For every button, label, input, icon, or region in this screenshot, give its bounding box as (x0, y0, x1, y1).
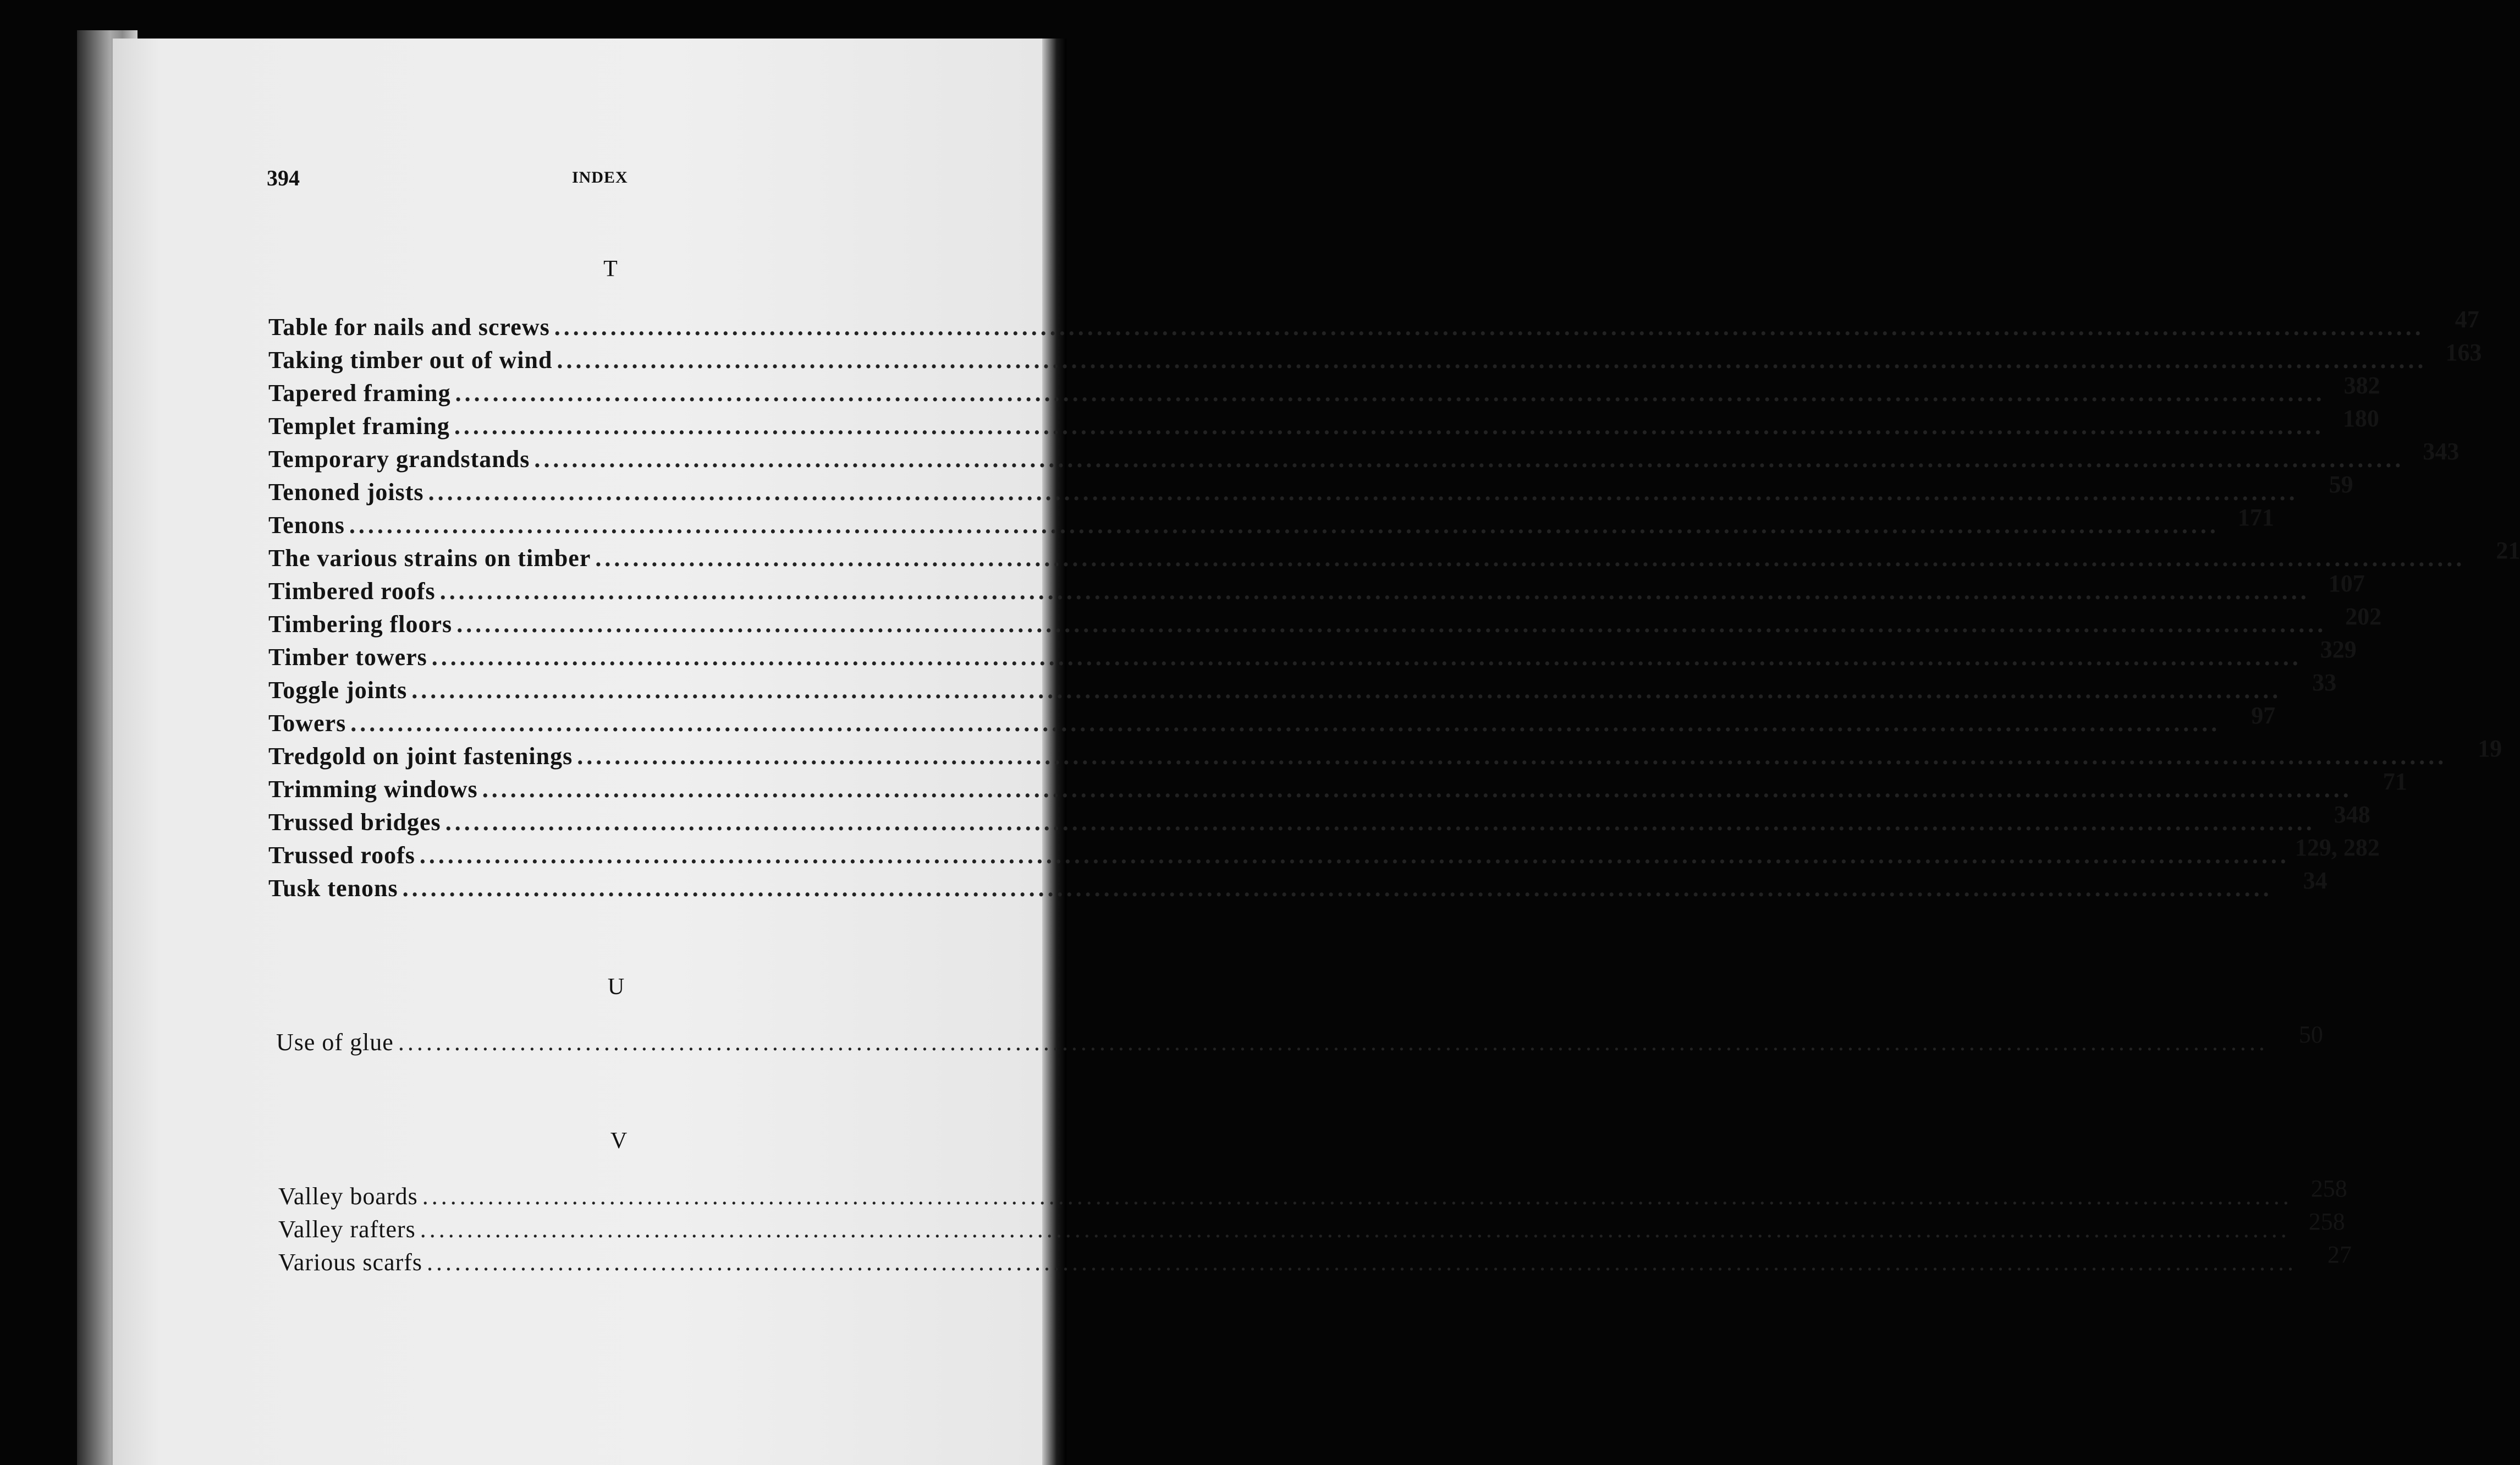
page-number: 394 (267, 166, 300, 190)
index-entry-page: 27 (2328, 1241, 2352, 1268)
dot-leader: ........................................................................................................................................................................................................ (557, 347, 2427, 374)
index-entry-page: 34 (2303, 867, 2328, 894)
index-entry (268, 372, 2380, 407)
index-entry-page: 129, 282 (2295, 834, 2380, 861)
index-entry (268, 669, 2337, 704)
dot-leader: ........................................................................................................................................................................................................ (482, 776, 2352, 803)
index-entry-title: Toggle joints (268, 677, 408, 704)
index-list-t (268, 306, 2520, 902)
dot-leader: ........................................................................................................................................................................................................ (419, 842, 2290, 869)
index-entry-title: Trussed bridges (268, 809, 441, 836)
index-entry (268, 438, 2460, 473)
dot-leader: ........................................................................................................................................................................................................ (445, 809, 2315, 836)
dot-leader: ........................................................................................................................................................................................................ (420, 1216, 2290, 1243)
dot-leader: ........................................................................................................................................................................................................ (455, 380, 2325, 407)
index-entry-page: 171 (2237, 504, 2274, 531)
index-entry-title: Taking timber out of wind (268, 347, 553, 374)
index-entry (268, 471, 2353, 506)
index-entry (268, 603, 2382, 638)
running-head (267, 165, 817, 198)
index-entry-page: 258 (2308, 1208, 2345, 1235)
index-entry-page: 348 (2334, 801, 2370, 828)
index-entry (268, 570, 2365, 605)
index-entry (268, 405, 2379, 440)
index-entry-title: Timbered roofs (268, 578, 436, 605)
index-entry-title: Trimming windows (268, 776, 478, 803)
index-entry (268, 636, 2357, 671)
index-entry-title: Tenons (268, 512, 345, 539)
index-entry-title: Various scarfs (278, 1249, 423, 1276)
index-entry-page: 19 (2478, 735, 2502, 762)
dot-leader: ........................................................................................................................................................................................................ (431, 644, 2302, 671)
index-entry (268, 867, 2328, 902)
index-entry (268, 504, 2274, 539)
index-entry-title: Use of glue (276, 1029, 394, 1056)
index-entry-title: Trussed roofs (268, 842, 415, 869)
index-entry-page: 382 (2343, 372, 2380, 399)
index-entry (268, 339, 2482, 374)
index-entry-title: Table for nails and screws (268, 314, 550, 341)
index-entry (268, 801, 2370, 836)
index-entry-title: Templet framing (268, 413, 450, 440)
index-entry-page: 71 (2383, 768, 2407, 795)
index-entry-title: Valley boards (278, 1183, 418, 1210)
index-entry (278, 1208, 2345, 1243)
dot-leader: ........................................................................................................................................................................................................ (456, 611, 2327, 638)
index-entry-title: Tredgold on joint fastenings (268, 743, 573, 770)
index-entry-page: 163 (2445, 339, 2482, 366)
dot-leader: ........................................................................................................................................................................................................ (422, 1183, 2292, 1210)
dot-leader: ........................................................................................................................................................................................................ (411, 677, 2282, 704)
dot-leader: ........................................................................................................................................................................................................ (427, 1249, 2297, 1276)
index-entry-page: 21 (2496, 537, 2520, 564)
dot-leader: ........................................................................................................................................................................................................ (398, 1029, 2268, 1056)
index-entry-page: 258 (2310, 1175, 2347, 1202)
dot-leader: ........................................................................................................................................................................................................ (402, 875, 2273, 902)
index-entry-page: 59 (2329, 471, 2353, 498)
index-list-v (278, 1175, 2352, 1276)
index-entry-title: Timbering floors (268, 611, 453, 638)
dot-leader: ........................................................................................................................................................................................................ (439, 578, 2310, 605)
index-entry-page: 50 (2298, 1021, 2323, 1048)
index-entry-page: 33 (2312, 669, 2337, 696)
dot-leader: ........................................................................................................................................................................................................ (595, 545, 2466, 572)
index-entry-page: 343 (2423, 438, 2460, 465)
index-entry (268, 306, 2479, 341)
index-entry (268, 834, 2380, 869)
index-list-u (276, 1021, 2323, 1056)
index-entry-title: Temporary grandstands (268, 446, 530, 473)
index-entry (276, 1021, 2323, 1056)
index-entry (278, 1175, 2347, 1210)
index-entry-title: Tapered framing (268, 380, 451, 407)
index-entry-title: Towers (268, 710, 346, 737)
index-entry-page: 180 (2342, 405, 2379, 432)
section-letter-u: U (607, 974, 625, 1000)
index-entry-title: Timber towers (268, 644, 427, 671)
index-entry-page: 107 (2328, 570, 2365, 597)
index-entry-page: 47 (2455, 306, 2479, 333)
index-entry-title: The various strains on timber (268, 545, 591, 572)
running-title: INDEX (572, 168, 628, 186)
dot-leader: ........................................................................................................................................................................................................ (534, 446, 2405, 473)
index-entry-title: Tenoned joists (268, 479, 424, 506)
section-letter-v: V (610, 1128, 628, 1154)
dot-leader: ........................................................................................................................................................................................................ (349, 512, 2219, 539)
section-letter-t: T (603, 256, 618, 282)
index-entry-title: Valley rafters (278, 1216, 416, 1243)
index-entry (278, 1241, 2352, 1276)
index-entry (268, 702, 2276, 737)
index-entry (268, 735, 2502, 770)
dot-leader: ........................................................................................................................................................................................................ (454, 413, 2324, 440)
dot-leader: ........................................................................................................................................................................................................ (577, 743, 2447, 770)
dot-leader: ........................................................................................................................................................................................................ (428, 479, 2298, 506)
index-entry (268, 768, 2407, 803)
index-entry-page: 97 (2251, 702, 2276, 729)
dot-leader: ........................................................................................................................................................................................................ (350, 710, 2221, 737)
index-entry-page: 329 (2320, 636, 2357, 663)
index-entry-page: 202 (2345, 603, 2382, 630)
dot-leader: ........................................................................................................................................................................................................ (554, 314, 2424, 341)
index-entry-title: Tusk tenons (268, 875, 398, 902)
index-entry (268, 537, 2520, 572)
